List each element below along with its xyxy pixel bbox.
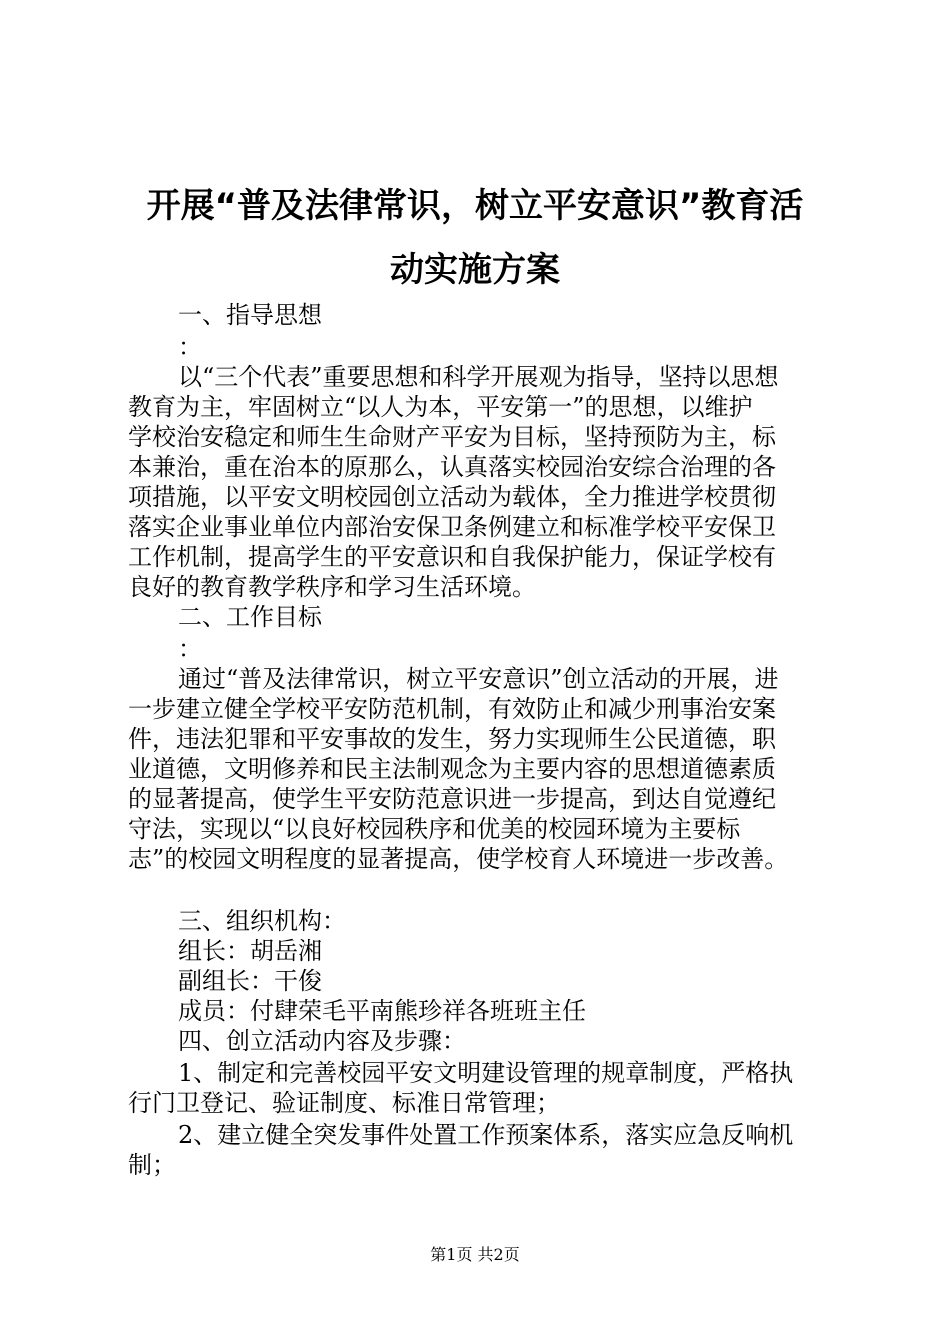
- paragraph-line: 良好的教育教学秩序和学习生活环境。: [128, 573, 536, 601]
- document-title-line-1: 开展“普及法律常识，树立平安意识”教育活: [146, 186, 804, 226]
- paragraph-line: 教育为主，牢固树立“以人为本，平安第一”的思想，以维护: [128, 393, 753, 421]
- paragraph-line: 守法，实现以“以良好校园秩序和优美的校园环境为主要标: [128, 815, 741, 843]
- paragraph-line: 1、制定和完善校园平安文明建设管理的规章制度，严格执: [178, 1059, 794, 1087]
- colon-line: ：: [178, 635, 202, 663]
- members: 成员：付肆荣毛平南熊珍祥各班班主任: [178, 997, 586, 1025]
- colon-line: ：: [178, 333, 202, 361]
- page-number-footer: 第1页 共2页: [430, 1245, 520, 1264]
- paragraph-line: 制；: [128, 1151, 176, 1179]
- paragraph-line: 通过“普及法律常识，树立平安意识”创立活动的开展，进: [178, 665, 779, 693]
- heading-work-goals: 二、工作目标: [178, 603, 322, 631]
- paragraph-line: 行门卫登记、验证制度、标准日常管理；: [128, 1089, 560, 1117]
- document-title-line-2: 动实施方案: [390, 250, 560, 290]
- paragraph-line: 落实企业事业单位内部治安保卫条例建立和标准学校平安保卫: [128, 513, 776, 541]
- heading-guiding-ideology: 一、指导思想: [178, 301, 322, 329]
- team-leader: 组长：胡岳湘: [178, 937, 322, 965]
- paragraph-line: 工作机制，提高学生的平安意识和自我保护能力，保证学校有: [128, 543, 776, 571]
- paragraph-line: 项措施，以平安文明校园创立活动为载体，全力推进学校贯彻: [128, 483, 776, 511]
- paragraph-line: 以“三个代表”重要思想和科学开展观为指导，坚持以思想: [178, 363, 779, 391]
- paragraph-line: 学校治安稳定和师生生命财产平安为目标，坚持预防为主，标: [128, 423, 776, 451]
- paragraph-line: 件，违法犯罪和平安事故的发生，努力实现师生公民道德，职: [128, 725, 776, 753]
- heading-activity-steps: 四、创立活动内容及步骤：: [178, 1027, 466, 1055]
- paragraph-line: 业道德，文明修养和民主法制观念为主要内容的思想道德素质: [128, 755, 776, 783]
- paragraph-line: 2、建立健全突发事件处置工作预案体系，落实应急反响机: [178, 1121, 794, 1149]
- deputy-leader: 副组长：干俊: [178, 967, 322, 995]
- paragraph-line: 的显著提高，使学生平安防范意识进一步提高，到达自觉遵纪: [128, 785, 776, 813]
- paragraph-line: 一步建立健全学校平安防范机制，有效防止和减少刑事治安案: [128, 695, 776, 723]
- heading-organization: 三、组织机构：: [178, 907, 346, 935]
- paragraph-line: 志”的校园文明程度的显著提高，使学校育人环境进一步改善。: [128, 845, 789, 873]
- paragraph-line: 本兼治，重在治本的原那么，认真落实校园治安综合治理的各: [128, 453, 776, 481]
